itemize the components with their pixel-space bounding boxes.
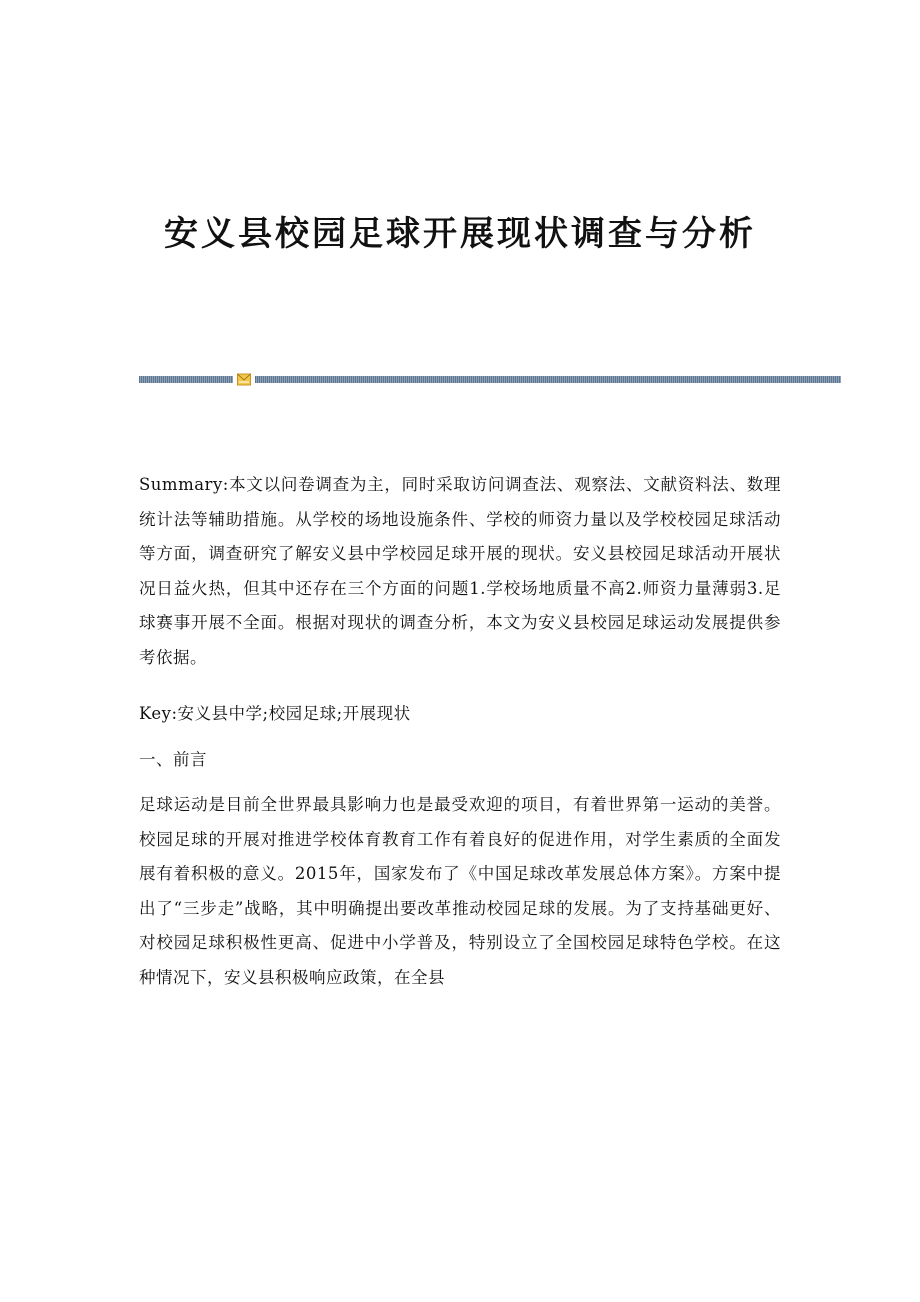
divider-bar-left <box>139 376 233 383</box>
document-title: 安义县校园足球开展现状调查与分析 <box>164 214 756 254</box>
body-paragraph: 足球运动是目前全世界最具影响力也是最受欢迎的项目，有着世界第一运动的美誉。校园足球的开展对推进学校体育教育工作有着良好的促进作用，对学生素质的全面发展有着积极的意义。2015年，国家发布了《中国足球改革发展总体方案》。方案中提出了“三步走”战略，其中明确提出要改革推动校园足球的发展。为了支持基础更好、对校园足球积极性更高、促进中小学普及，特别设立了全国校园足球特色学校。在这种情况下，安义县积极响应政策，在全县 <box>139 795 781 987</box>
summary-paragraph <box>139 468 781 675</box>
keywords-paragraph <box>139 697 781 732</box>
envelope-ornament-icon <box>237 373 251 386</box>
summary-label: Summary: <box>139 475 229 494</box>
keywords-label: Key: <box>139 704 178 723</box>
summary-text: 本文以问卷调查为主，同时采取访问调查法、观察法、文献资料法、数理统计法等辅助措施。从学校的场地设施条件、学校的师资力量以及学校校园足球活动等方面，调查研究了解安义县中学校园足球开展的现状。安义县校园足球活动开展状况日益火热，但其中还存在三个方面的问题1.学校场地质量不高2.师资力量薄弱3.足球赛事开展不全面。根据对现状的调查分析，本文为安义县校园足球运动发展提供参考依据。 <box>139 475 781 667</box>
document-body <box>139 468 781 995</box>
title-divider <box>139 373 841 387</box>
keywords-text: 安义县中学;校园足球;开展现状 <box>177 704 411 723</box>
divider-bar-right <box>255 376 841 383</box>
section-heading: 一、前言 <box>139 749 207 769</box>
